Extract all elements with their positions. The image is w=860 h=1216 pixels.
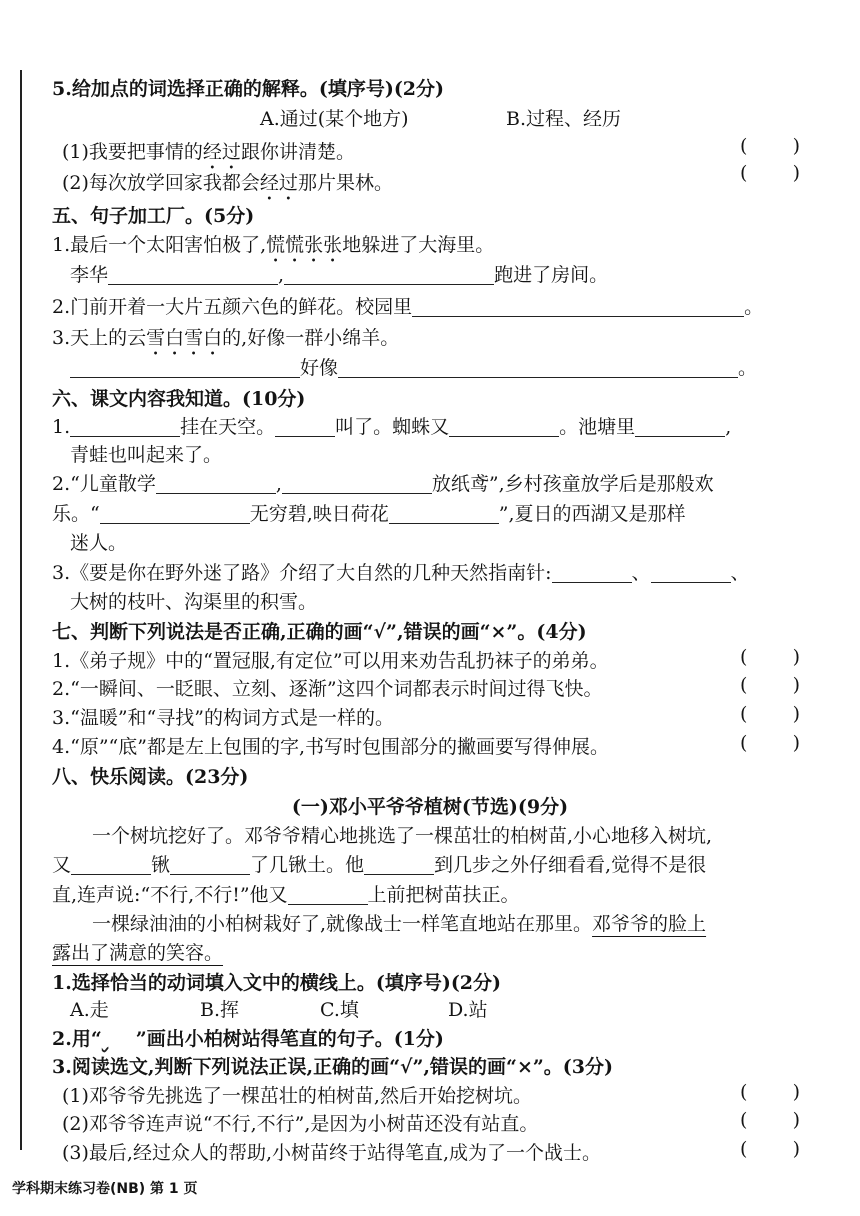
binding-margin-line (20, 70, 22, 1150)
s8-q3: 3.阅读选文,判断下列说法正误,正确的画“√”,错误的画“×”。(3分) (52, 1056, 614, 1078)
blank[interactable] (389, 503, 499, 524)
s6-q2-end: 迷人。 (70, 532, 128, 554)
s8-q1-opt-c: C.填 (320, 999, 359, 1021)
blank[interactable] (364, 854, 434, 875)
wavy-line-mark (102, 1026, 136, 1052)
blank[interactable] (70, 416, 180, 437)
blank[interactable] (412, 296, 744, 317)
s6-q2-cont: 乐。“ 无穷碧,映日荷花 ”,夏日的西湖又是那样 (52, 503, 686, 525)
q5-answer-paren-1[interactable]: ( ) (740, 135, 800, 157)
blank[interactable] (288, 884, 368, 905)
s8-q3-item-3: (3)最后,经过众人的帮助,小树苗终于站得笔直,成为了一个战士。 (62, 1142, 602, 1164)
s6-q1: 1. 挂在天空。 叫了。蜘蛛又 。池塘里 , (52, 416, 732, 438)
blank[interactable] (100, 503, 250, 524)
passage-p2-line2: 露出了满意的笑容。 (52, 942, 224, 964)
s7-answer-paren-2[interactable]: ( ) (740, 674, 800, 696)
page-footer: 学科期末练习卷(NB) 第 1 页 (12, 1181, 198, 1197)
s7-item-1: 1.《弟子规》中的“置冠服,有定位”可以用来劝告乱扔袜子的弟弟。 (52, 650, 609, 672)
section-7-title: 七、判断下列说法是否正确,正确的画“√”,错误的画“×”。(4分) (52, 621, 587, 643)
s7-item-2: 2.“一瞬间、一眨眼、立刻、逐渐”这四个词都表示时间过得飞快。 (52, 678, 603, 700)
q5-title: 5.给加点的词选择正确的解释。(填序号)(2分) (52, 78, 445, 100)
s7-answer-paren-3[interactable]: ( ) (740, 703, 800, 725)
blank[interactable] (338, 357, 738, 378)
passage-p1-line2: 又 锹 了几锹土。他 到几步之外仔细看看,觉得不是很 (52, 854, 707, 876)
s6-q3: 3.《要是你在野外迷了路》介绍了大自然的几种天然指南针: 、 、 (52, 562, 750, 584)
s8-q3-paren-3[interactable]: ( ) (740, 1138, 800, 1160)
blank[interactable] (449, 416, 559, 437)
s5-q1: 1.最后一个太阳害怕极了,慌慌张张地躲进了大海里。 (52, 234, 495, 256)
s5-q2: 2.门前开着一大片五颜六色的鲜花。校园里 。 (52, 296, 764, 318)
s6-q1-cont: 青蛙也叫起来了。 (70, 444, 223, 466)
section-5-title: 五、句子加工厂。(5分) (52, 205, 255, 227)
blank[interactable] (170, 854, 250, 875)
s8-q1-opt-b: B.挥 (200, 999, 240, 1021)
blank[interactable] (651, 562, 731, 583)
s8-q1-opt-d: D.站 (448, 999, 488, 1021)
s7-item-3: 3.“温暖”和“寻找”的构词方式是一样的。 (52, 707, 394, 729)
s5-q3: 3.天上的云雪白雪白的,好像一群小绵羊。 (52, 327, 400, 349)
blank[interactable] (552, 562, 632, 583)
q5-option-a: A.通过(某个地方) (260, 108, 409, 130)
blank[interactable] (282, 473, 432, 494)
s7-answer-paren-1[interactable]: ( ) (740, 646, 800, 668)
s8-q2: 2.用“ ”画出小柏树站得笔直的句子。(1分) (52, 1028, 444, 1050)
blank[interactable] (635, 416, 725, 437)
s8-q3-item-1: (1)邓爷爷先挑选了一棵茁壮的柏树苗,然后开始挖树坑。 (62, 1085, 532, 1107)
blank[interactable] (71, 854, 151, 875)
s6-q3-cont: 大树的枝叶、沟渠里的积雪。 (70, 591, 318, 613)
blank[interactable] (156, 473, 276, 494)
passage-title: (一)邓小平爷爷植树(节选)(9分) (291, 796, 569, 818)
q5-item-2: (2)每次放学回家我都会经过那片果林。 (62, 172, 393, 194)
passage-p1-line1: 一个树坑挖好了。邓爷爷精心地挑选了一棵茁壮的柏树苗,小心地移入树坑, (92, 825, 713, 847)
q5-option-b: B.过程、经历 (506, 108, 622, 130)
s8-q3-paren-2[interactable]: ( ) (740, 1109, 800, 1131)
s8-q3-paren-1[interactable]: ( ) (740, 1081, 800, 1103)
s7-answer-paren-4[interactable]: ( ) (740, 732, 800, 754)
q5-answer-paren-2[interactable]: ( ) (740, 162, 800, 184)
section-6-title: 六、课文内容我知道。(10分) (52, 388, 306, 410)
s8-q1: 1.选择恰当的动词填入文中的横线上。(填序号)(2分) (52, 972, 502, 994)
blank[interactable] (70, 357, 300, 378)
blank[interactable] (108, 264, 278, 285)
s5-q1-answer: 李华 , 跑进了房间。 (70, 264, 609, 286)
q5-item-1: (1)我要把事情的经过跟你讲清楚。 (62, 141, 355, 163)
passage-p2-line1: 一棵绿油油的小柏树栽好了,就像战士一样笔直地站在那里。邓爷爷的脸上 (92, 913, 707, 935)
s7-item-4: 4.“原”“底”都是左上包围的字,书写时包围部分的撇画要写得伸展。 (52, 736, 610, 758)
s6-q2: 2.“儿童散学 , 放纸鸢”,乡村孩童放学后是那般欢 (52, 473, 714, 495)
s8-q3-item-2: (2)邓爷爷连声说“不行,不行”,是因为小树苗还没有站直。 (62, 1113, 539, 1135)
s5-q3-answer: 好像 。 (70, 355, 800, 381)
s8-q1-opt-a: A.走 (70, 999, 109, 1021)
section-8-title: 八、快乐阅读。(23分) (52, 766, 249, 788)
passage-p1-line3: 直,连声说:“不行,不行!”他又 上前把树苗扶正。 (52, 884, 520, 906)
blank[interactable] (275, 416, 335, 437)
blank[interactable] (284, 264, 494, 285)
